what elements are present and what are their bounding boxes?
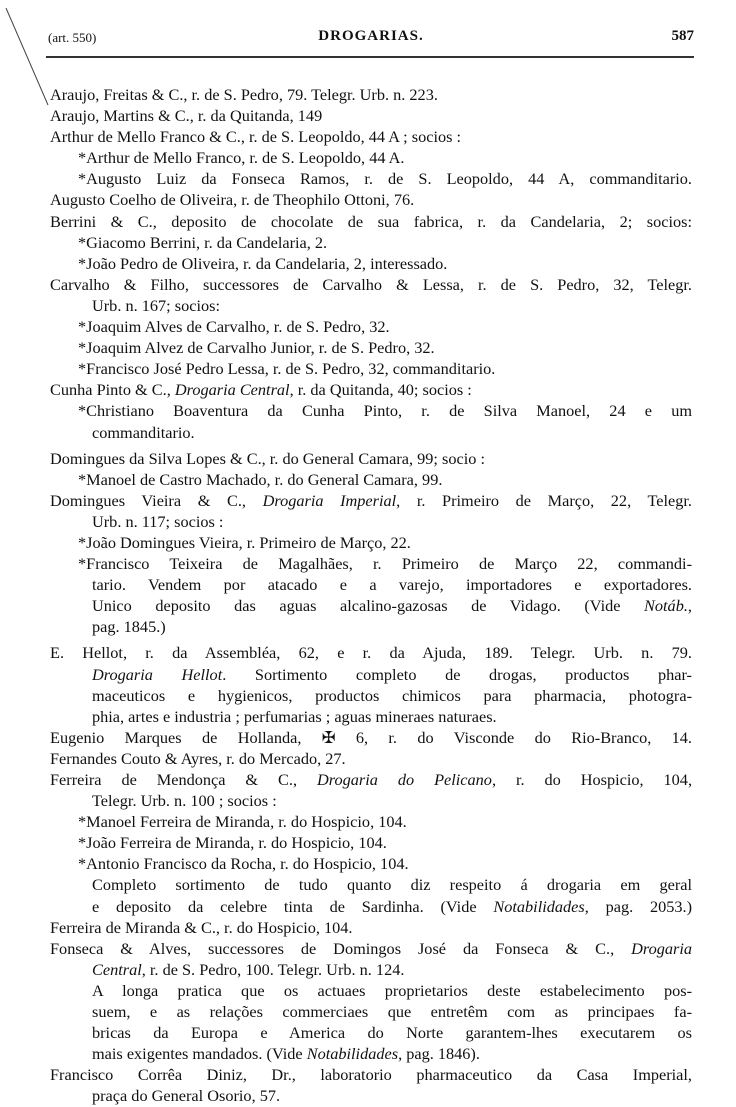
continuation-line	[50, 422, 692, 443]
article-reference: (art. 550)	[48, 30, 97, 45]
continuation-line	[50, 685, 692, 706]
entry-line	[50, 642, 692, 663]
partner-line	[50, 832, 692, 853]
partner-line	[50, 316, 692, 337]
text-segment: *Francisco José Pedro Lessa, r. de S. Pedro, 32, commanditario.	[78, 359, 496, 379]
continuation-line	[50, 595, 692, 616]
continuation-line	[50, 706, 692, 727]
continuation-line	[50, 1022, 692, 1043]
text-segment: Arthur de Mello Franco & C., r. de S. Leopoldo, 44 A ; socios :	[50, 127, 462, 147]
text-segment: , r. do Hospicio, 104,	[491, 770, 692, 789]
partner-line	[50, 553, 692, 574]
text-segment: Domingues Vieira & C.,	[50, 490, 263, 510]
partner-line	[50, 358, 692, 379]
text-segment: A longa pratica que os actuaes proprietarios deste estabelecimento pos-	[92, 980, 692, 1000]
continuation-line	[50, 1085, 692, 1106]
text-segment: *Joaquim Alvez de Carvalho Junior, r. de S. Pedro, 32.	[78, 338, 435, 358]
text-segment: Ferreira de Miranda & C., r. do Hospicio, 104.	[50, 917, 353, 937]
text-segment: Fernandes Couto & Ayres, r. do Mercado, 27.	[50, 748, 346, 768]
partner-line	[50, 811, 692, 832]
text-segment: Araujo, Martins & C., r. da Quitanda, 149	[50, 106, 323, 126]
continuation-line	[50, 616, 692, 637]
italic-text: Drogaria Central	[174, 380, 290, 400]
partner-line	[50, 232, 692, 253]
text-segment: *João Pedro de Oliveira, r. da Candelaria, 2, interessado.	[78, 253, 448, 273]
text-segment: *Arthur de Mello Franco, r. de S. Leopoldo, 44 A.	[78, 148, 405, 168]
text-segment: *João Ferreira de Miranda, r. do Hospicio, 104.	[78, 833, 387, 853]
entry-line	[50, 189, 692, 210]
continuation-line	[50, 574, 692, 595]
entry-line	[50, 274, 692, 295]
entry-line	[50, 938, 692, 959]
entry-line	[50, 126, 692, 147]
text-segment: mais exigentes mandados. (Vide	[92, 1044, 307, 1064]
entry-line	[50, 769, 692, 790]
text-segment: Completo sortimento de tudo quanto diz respeito á drogaria em geral	[92, 875, 692, 895]
text-segment: *Manoel Ferreira de Miranda, r. do Hospicio, 104.	[78, 812, 407, 832]
text-segment: Unico deposito das aguas alcalino-gazosas de Vidago. (Vide	[92, 596, 645, 616]
header-rule	[46, 56, 694, 58]
text-segment: Telegr. Urb. n. 100 ; socios :	[92, 791, 277, 811]
entry-line	[50, 84, 692, 105]
italic-text: Drogaria Imperial	[262, 490, 397, 510]
text-segment: *João Domingues Vieira, r. Primeiro de Março, 22.	[78, 532, 411, 552]
italic-text: Central	[92, 959, 142, 979]
partner-line	[50, 853, 692, 874]
italic-text: Drogaria Hellot	[92, 664, 223, 684]
text-segment: commanditario.	[92, 422, 195, 442]
italic-text: Drogaria	[631, 938, 692, 958]
text-segment: , pag. 2053.)	[584, 896, 692, 916]
entry-line	[50, 211, 692, 232]
text-segment: Urb. n. 167; socios:	[92, 295, 220, 315]
text-segment: , r. da Quitanda, 40; socios :	[289, 380, 472, 400]
text-segment: Fonseca & Alves, successores de Domingos José da Fonseca & C.,	[50, 938, 632, 958]
entry-line	[50, 748, 692, 769]
partner-line	[50, 147, 692, 168]
partner-line	[50, 532, 692, 553]
continuation-line	[50, 664, 692, 685]
text-segment: Domingues da Silva Lopes & C., r. do General Camara, 99; socio :	[50, 448, 485, 468]
text-segment: Cunha Pinto & C.,	[50, 380, 175, 400]
text-segment: E. Hellot, r. da Assembléa, 62, e r. da Ajuda, 189. Telegr. Urb. n. 79.	[50, 643, 692, 663]
continuation-line	[50, 980, 692, 1001]
entry-line	[50, 1064, 692, 1085]
partner-line	[50, 337, 692, 358]
text-segment: *Christiano Boaventura da Cunha Pinto, r. de Silva Manoel, 24 e um	[78, 401, 692, 421]
partner-line	[50, 469, 692, 490]
page-number: 587	[671, 28, 694, 44]
text-segment: Francisco Corrêa Diniz, Dr., laboratorio pharmaceutico da Casa Imperial,	[50, 1065, 692, 1085]
text-segment: Augusto Coelho de Oliveira, r. de Theophilo Ottoni, 76.	[50, 190, 415, 210]
entry-line	[50, 917, 692, 938]
text-segment: suem, e as relações commerciaes que entretêm com as principaes fa-	[92, 1002, 692, 1022]
page-header	[48, 26, 694, 50]
text-segment: *Joaquim Alves de Carvalho, r. de S. Pedro, 32.	[78, 317, 390, 337]
text-segment: , r. de S. Pedro, 100. Telegr. Urb. n. 124.	[141, 959, 405, 979]
italic-text: Notabilidades	[493, 896, 585, 916]
text-segment: phia, artes e industria ; perfumarias ; aguas mineraes naturaes.	[92, 706, 497, 726]
text-segment: *Francisco Teixeira de Magalhães, r. Primeiro de Março 22, commandi-	[78, 554, 692, 574]
text-segment: *Augusto Luiz da Fonseca Ramos, r. de S. Leopoldo, 44 A, commanditario.	[78, 169, 692, 189]
text-segment: e deposito da celebre tinta de Sardinha. (Vide	[92, 896, 494, 916]
continuation-line	[50, 790, 692, 811]
partner-line	[50, 400, 692, 421]
text-segment: . Sortimento completo de drogas, productos phar-	[222, 664, 692, 684]
text-segment: tario. Vendem por atacado e a varejo, importadores e exportadores.	[92, 575, 692, 595]
continuation-line	[50, 874, 692, 895]
continuation-line	[50, 896, 692, 917]
text-segment: Berrini & C., deposito de chocolate de sua fabrica, r. da Candelaria, 2; socios:	[50, 211, 692, 231]
text-segment: Araujo, Freitas & C., r. de S. Pedro, 79. Telegr. Urb. n. 223.	[50, 85, 438, 104]
italic-text: Notabilidades	[306, 1044, 399, 1064]
partner-line	[50, 168, 692, 189]
entry-line	[50, 727, 692, 748]
text-segment: Carvalho & Filho, successores de Carvalho & Lessa, r. de S. Pedro, 32, Telegr.	[50, 274, 692, 294]
text-segment: pag. 1845.)	[92, 617, 166, 637]
continuation-line	[50, 959, 692, 980]
text-segment: *Giacomo Berrini, r. da Candelaria, 2.	[78, 232, 328, 252]
section-title: DROGARIAS.	[318, 28, 424, 44]
text-segment: *Manoel de Castro Machado, r. do General Camara, 99.	[78, 469, 443, 489]
text-segment: Urb. n. 117; socios :	[92, 511, 224, 531]
entry-line	[50, 490, 692, 511]
italic-text: Notáb.	[644, 596, 688, 616]
directory-listing	[50, 84, 692, 1107]
text-segment: , pag. 1846).	[398, 1044, 480, 1064]
continuation-line	[50, 1043, 692, 1064]
text-segment: , r. Primeiro de Março, 22, Telegr.	[396, 490, 692, 510]
continuation-line	[50, 1001, 692, 1022]
text-segment: *Antonio Francisco da Rocha, r. do Hospicio, 104.	[78, 854, 409, 874]
text-segment: bricas da Europa e America do Norte garantem-lhes executarem os	[92, 1023, 692, 1043]
italic-text: Drogaria do Pelicano	[317, 770, 492, 789]
text-segment: Ferreira de Mendonça & C.,	[50, 770, 317, 789]
entry-line	[50, 448, 692, 469]
text-segment: maceuticos e hygienicos, productos chimicos para pharmacia, photogra-	[92, 685, 692, 705]
partner-line	[50, 253, 692, 274]
text-segment: ,	[687, 596, 692, 616]
entry-line	[50, 105, 692, 126]
entry-line	[50, 379, 692, 400]
continuation-line	[50, 295, 692, 316]
text-segment: praça do General Osorio, 57.	[92, 1086, 281, 1106]
continuation-line	[50, 511, 692, 532]
text-segment: Eugenio Marques de Hollanda, ✠ 6, r. do Visconde do Rio-Branco, 14.	[50, 727, 692, 747]
